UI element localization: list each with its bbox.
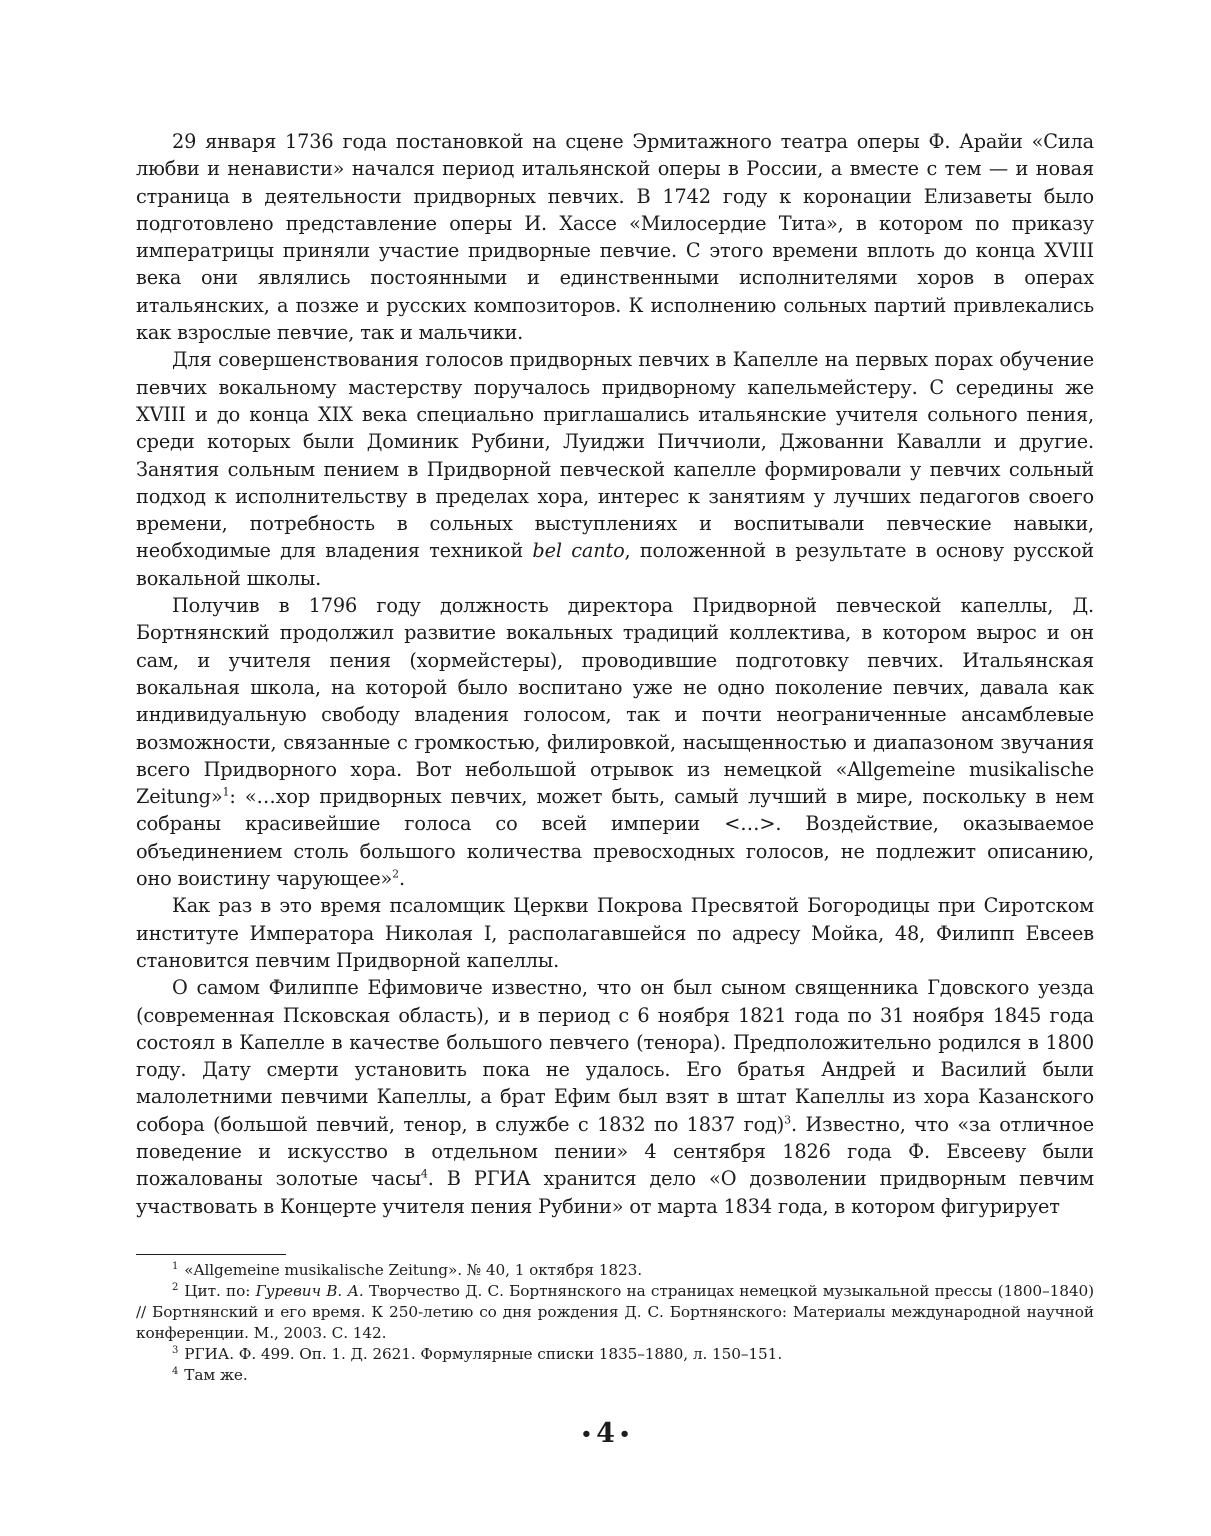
paragraph-4 <box>136 892 1094 974</box>
page-number-value: 4 <box>596 1418 615 1449</box>
footnote-2-text: Творчество Д. С. Бортнянского на страницах немецкой музыкальной прессы (1800–1840) // Бортнянский и его время. К 250-летию со дня рождения Д. С. Бортнянского: Материалы международной научной конференции. М., 2003. С. 142. <box>136 1282 1095 1342</box>
paragraph-5-text-a: О самом Филиппе Ефимовиче известно, что он был сыном священника Гдовского уезда (современная Псковская область), и в период с 6 ноября 1821 года по 31 ноября 1845 года состоял в Капелле в качестве большого певчего (тенора). Предположительно родился в 1800 году. Дату смерти установить пока не удалось. Его братья Андрей и Василий были малолетними певчими Капеллы, а брат Ефим был взят в штат Капеллы из хора Казанского собора (большой певчий, тенор, в службе с 1832 по 1837 год) <box>136 976 1094 1136</box>
footnote-3-text: РГИА. Ф. 499. Оп. 1. Д. 2621. Формулярные списки 1835–1880, л. 150–151. <box>184 1345 783 1363</box>
page-body <box>136 128 1094 1220</box>
paragraph-3-text-a: Получив в 1796 году должность директора Придворной певческой капеллы, Д. Бортнянский продолжил развитие вокальных традиций коллектива, в котором вырос и он сам, и учителя пения (хормейстеры), проводившие подготовку певчих. Итальянская вокальная школа, на которой было воспитано уже не одно поколение певчих, давала как индивидуальную свободу владения голосом, так и почти неограниченные ансамблевые возможности, связанные с громкостью, филировкой, насыщенностью и диапазоном звучания всего Придворного хора. Вот небольшой отрывок из немецкой «Allgemeine musikalische Zeitung» <box>136 594 1094 809</box>
paragraph-2 <box>136 346 1094 592</box>
footnote-ref-2[interactable]: 2 <box>392 867 399 881</box>
footnote-ref-4[interactable]: 4 <box>420 1167 428 1181</box>
footnote-ref-3[interactable]: 3 <box>784 1113 792 1127</box>
paragraph-3-text-b: : «…хор придворных певчих, может быть, самый лучший в мире, поскольку в нем собраны красивейшие голоса со всей империи <…>. Воздействие, оказываемое объединением столь большого количества превосходных голосов, не подлежит описанию, оно воистину чарующее» <box>136 785 1094 891</box>
footnote-4-number: 4 <box>172 1365 179 1377</box>
paragraph-5-text-c: . В РГИА хранится дело «О дозволении придворным певчим участвовать в Концерте учителя пения Рубини» от марта 1834 года, в котором фигурирует <box>136 1167 1094 1218</box>
page-number-bullet-right: • <box>618 1424 631 1445</box>
page-number <box>0 1418 1211 1449</box>
footnote-separator <box>136 1254 286 1255</box>
footnote-4-text: Там же. <box>184 1366 248 1384</box>
footnote-1 <box>136 1260 1094 1281</box>
paragraph-3-text-c: . <box>398 867 405 891</box>
footnote-ref-1[interactable]: 1 <box>222 785 230 799</box>
paragraph-2-italic: bel canto <box>532 539 625 563</box>
footnote-3 <box>136 1344 1094 1365</box>
footnote-1-number: 1 <box>172 1260 179 1272</box>
page-number-bullet-left: • <box>580 1424 593 1445</box>
paragraph-2-text-a: Для совершенствования голосов придворных певчих в Капелле на первых порах обучение певчих вокальному мастерству поручалось придворному капельмейстеру. С середины же XVIII и до конца XIX века специально приглашались итальянские учителя сольного пения, среди которых были Доминик Рубини, Луиджи Пиччиоли, Джованни Кавалли и другие. Занятия сольным пением в Придворной певческой капелле формировали у певчих сольный подход к исполнительству в пределах хора, интерес к занятиям у лучших педагогов своего времени, потребность в сольных выступлениях и воспитывали певческие навыки, необходимые для владения техникой <box>136 348 1094 563</box>
paragraph-5 <box>136 974 1094 1220</box>
paragraph-1-text: 29 января 1736 года постановкой на сцене Эрмитажного театра оперы Ф. Арайи «Сила любви и ненависти» начался период итальянской оперы в России, а вместе с тем — и новая страница в деятельности придворных певчих. В 1742 году к коронации Елизаветы было подготовлено представление оперы И. Хассе «Милосердие Тита», в котором по приказу императрицы приняли участие придворные певчие. С этого времени вплоть до конца XVIII века они являлись постоянными и единственными исполнителями хоров в операх итальянских, а позже и русских композиторов. К исполнению сольных партий привлекались как взрослые певчие, так и мальчики. <box>136 130 1094 345</box>
footnote-4 <box>136 1365 1094 1386</box>
footnote-2-author: Гуревич В. А. <box>255 1282 364 1300</box>
paragraph-4-text: Как раз в это время псаломщик Церкви Покрова Пресвятой Богородицы при Сиротском институте Императора Николая I, располагавшейся по адресу Мойка, 48, Филипп Евсеев становится певчим Придворной капеллы. <box>136 894 1094 972</box>
footnotes <box>136 1260 1094 1386</box>
footnote-3-number: 3 <box>172 1344 179 1356</box>
paragraph-2-text-b: , положенной в результате в основу русской вокальной школы. <box>136 539 1094 590</box>
paragraph-1 <box>136 128 1094 346</box>
body-text <box>136 128 1094 1220</box>
footnote-2-prefix: Цит. по: <box>184 1282 256 1300</box>
footnote-2 <box>136 1281 1094 1344</box>
footnote-1-text: «Allgemeine musikalische Zeitung». № 40, 1 октября 1823. <box>184 1261 642 1279</box>
paragraph-5-text-b: . Известно, что «за отличное поведение и искусство в отдельном пении» 4 сентября 1826 года Ф. Евсееву были пожалованы золотые часы <box>136 1112 1095 1191</box>
footnote-2-number: 2 <box>172 1281 179 1293</box>
paragraph-3 <box>136 592 1094 892</box>
